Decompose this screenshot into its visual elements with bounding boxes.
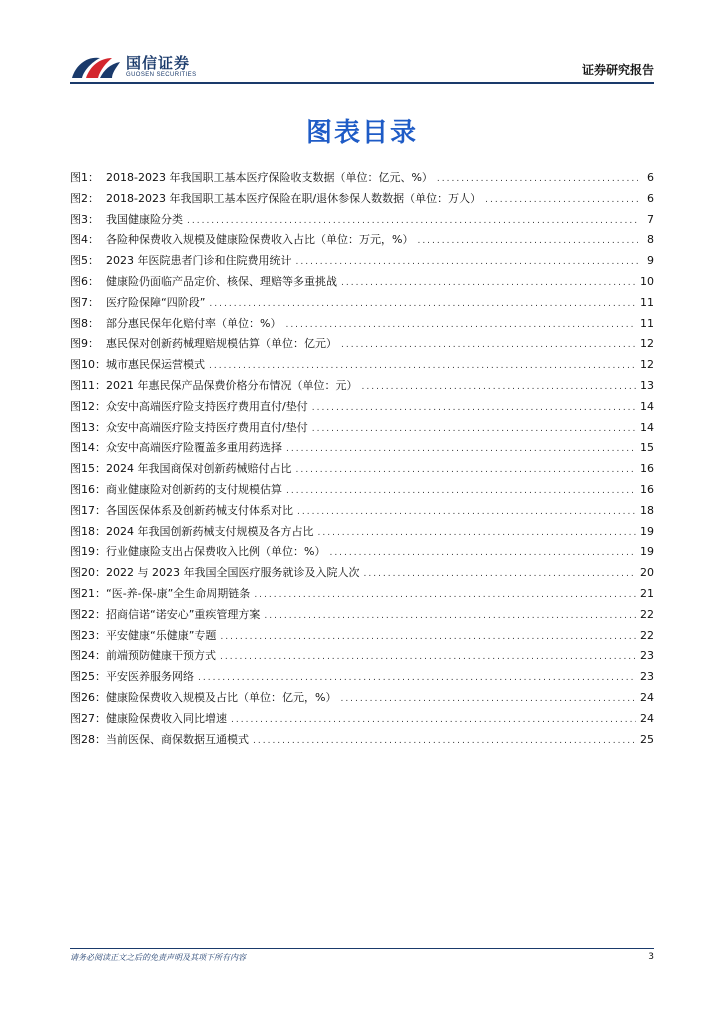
figure-number: 图17： xyxy=(70,503,106,517)
figure-number: 图7： xyxy=(70,295,99,309)
dot-leader xyxy=(312,419,636,440)
figure-page-number: 7 xyxy=(647,212,654,226)
dot-leader xyxy=(187,211,638,232)
figure-list xyxy=(70,168,654,750)
figure-page-number: 9 xyxy=(647,254,654,268)
report-type-label: 证券研究报告 xyxy=(581,63,654,77)
figure-number: 图8： xyxy=(70,316,99,330)
figure-title: 惠民保对创新药械理赔规模估算（单位：亿元） xyxy=(106,337,337,351)
figure-title: 2022 与 2023 年我国全国医疗服务就诊及入院人次 xyxy=(106,566,360,580)
figure-number: 图23： xyxy=(70,628,106,642)
figure-title: “医-养-保-康”全生命周期链条 xyxy=(106,586,251,600)
toc-entry[interactable] xyxy=(70,376,654,397)
toc-entry[interactable] xyxy=(70,501,654,522)
figure-title: 招商信诺“诺安心”重疾管理方案 xyxy=(106,607,261,621)
dot-leader xyxy=(363,564,636,585)
figure-title: 2018-2023 年我国职工基本医疗保险在职/退休参保人数数据（单位：万人） xyxy=(106,191,482,205)
toc-entry[interactable] xyxy=(70,730,654,751)
dot-leader xyxy=(286,481,636,502)
figure-number: 图15： xyxy=(70,462,106,476)
figure-title: 城市惠民保运营模式 xyxy=(106,358,205,372)
toc-entry[interactable] xyxy=(70,542,654,563)
figure-title: 健康险保费收入规模及占比（单位：亿元，%） xyxy=(106,690,337,704)
toc-entry[interactable] xyxy=(70,272,654,293)
figure-number: 图5： xyxy=(70,254,99,268)
dot-leader xyxy=(362,377,637,398)
figure-title: 我国健康险分类 xyxy=(106,212,183,226)
figure-number: 图2： xyxy=(70,191,99,205)
dot-leader xyxy=(254,585,636,606)
page-title: 图表目录 xyxy=(305,118,418,148)
figure-page-number: 24 xyxy=(640,711,654,725)
figure-page-number: 15 xyxy=(640,441,654,455)
figure-title: 健康险保费收入同比增速 xyxy=(106,711,227,725)
figure-number: 图22： xyxy=(70,607,106,621)
figure-page-number: 14 xyxy=(640,420,654,434)
figure-number: 图20： xyxy=(70,566,106,580)
toc-entry[interactable] xyxy=(70,189,654,210)
figure-title: 2021 年惠民保产品保费价格分布情况（单位：元） xyxy=(106,378,358,392)
figure-title: 2024 年我国商保对创新药械赔付占比 xyxy=(106,462,292,476)
dot-leader xyxy=(286,439,636,460)
toc-entry[interactable] xyxy=(70,397,654,418)
toc-entry[interactable] xyxy=(70,480,654,501)
figure-number: 图3： xyxy=(70,212,99,226)
figure-number: 图18： xyxy=(70,524,106,538)
figure-number: 图14： xyxy=(70,441,106,455)
figure-page-number: 23 xyxy=(640,670,654,684)
toc-entry[interactable] xyxy=(70,563,654,584)
figure-title: 部分惠民保年化赔付率（单位：%） xyxy=(106,316,282,330)
dot-leader xyxy=(329,543,636,564)
toc-entry[interactable] xyxy=(70,334,654,355)
figure-page-number: 6 xyxy=(647,191,654,205)
figure-page-number: 11 xyxy=(640,295,654,309)
figure-page-number: 22 xyxy=(640,628,654,642)
figure-title: 平安医养服务网络 xyxy=(106,670,194,684)
toc-entry[interactable] xyxy=(70,314,654,335)
dot-leader xyxy=(297,502,636,523)
figure-title: 众安中高端医疗险覆盖多重用药选择 xyxy=(106,441,282,455)
figure-number: 图27： xyxy=(70,711,106,725)
figure-number: 图25： xyxy=(70,670,106,684)
dot-leader xyxy=(296,460,637,481)
dot-leader xyxy=(220,627,636,648)
figure-title: 2018-2023 年我国职工基本医疗保险收支数据（单位：亿元、%） xyxy=(106,171,433,184)
figure-page-number: 19 xyxy=(640,545,654,559)
toc-entry[interactable] xyxy=(70,584,654,605)
figure-number: 图16： xyxy=(70,482,106,496)
figure-title: 众安中高端医疗险支持医疗费用直付/垫付 xyxy=(106,399,308,413)
toc-entry[interactable] xyxy=(70,522,654,543)
page-header xyxy=(0,0,724,90)
dot-leader xyxy=(253,731,636,752)
guosen-logo-icon xyxy=(70,50,122,82)
figure-number: 图13： xyxy=(70,420,106,434)
figure-title: 商业健康险对创新药的支付规模估算 xyxy=(106,482,282,496)
toc-entry[interactable] xyxy=(70,210,654,231)
dot-leader xyxy=(231,710,636,731)
figure-number: 图21： xyxy=(70,586,106,600)
figure-page-number: 21 xyxy=(640,586,654,600)
figure-title: 前端预防健康干预方式 xyxy=(106,649,216,663)
figure-title: 2024 年我国创新药械支付规模及各方占比 xyxy=(106,524,314,538)
figure-page-number: 13 xyxy=(640,378,654,392)
dot-leader xyxy=(340,689,636,710)
figure-page-number: 8 xyxy=(647,233,654,247)
toc-entry[interactable] xyxy=(70,251,654,272)
toc-entry[interactable] xyxy=(70,667,654,688)
figure-page-number: 16 xyxy=(640,462,654,476)
figure-page-number: 25 xyxy=(640,732,654,746)
dot-leader xyxy=(485,190,638,211)
toc-entry[interactable] xyxy=(70,230,654,251)
figure-number: 图24： xyxy=(70,649,106,663)
dot-leader xyxy=(220,647,636,668)
figure-title: 行业健康险支出占保费收入比例（单位：%） xyxy=(106,545,326,559)
figure-page-number: 11 xyxy=(640,316,654,330)
toc-entry[interactable] xyxy=(70,626,654,647)
figure-page-number: 18 xyxy=(640,503,654,517)
toc-entry[interactable] xyxy=(70,688,654,709)
figure-page-number: 12 xyxy=(640,358,654,372)
figure-number: 图26： xyxy=(70,690,106,704)
company-logo xyxy=(70,50,210,86)
figure-page-number: 14 xyxy=(640,399,654,413)
toc-entry[interactable] xyxy=(70,646,654,667)
figure-number: 图4： xyxy=(70,233,99,247)
figure-page-number: 16 xyxy=(640,482,654,496)
dot-leader xyxy=(264,606,636,627)
figure-title: 众安中高端医疗险支持医疗费用直付/垫付 xyxy=(106,420,308,434)
dot-leader xyxy=(296,252,639,273)
footer-disclaimer: 请务必阅读正文之后的免责声明及其项下所有内容 xyxy=(70,953,246,962)
figure-number: 图10： xyxy=(70,358,106,372)
figure-number: 图6： xyxy=(70,274,99,288)
toc-entry[interactable] xyxy=(70,168,654,189)
logo-english-name: GUOSEN SECURITIES xyxy=(126,72,197,78)
dot-leader xyxy=(209,356,636,377)
figure-title: 各险种保费收入规模及健康险保费收入占比（单位：万元，%） xyxy=(106,233,414,247)
dot-leader xyxy=(209,294,636,315)
header-divider xyxy=(70,82,654,84)
figure-page-number: 19 xyxy=(640,524,654,538)
page-number: 3 xyxy=(648,952,654,962)
dot-leader xyxy=(341,273,636,294)
figure-title: 各国医保体系及创新药械支付体系对比 xyxy=(106,503,293,517)
dot-leader xyxy=(285,315,636,336)
figure-title: 平安健康“乐健康”专题 xyxy=(106,628,217,642)
toc-entry[interactable] xyxy=(70,709,654,730)
figure-number: 图1： xyxy=(70,171,99,184)
toc-entry[interactable] xyxy=(70,459,654,480)
toc-entry[interactable] xyxy=(70,355,654,376)
dot-leader xyxy=(341,335,636,356)
dot-leader xyxy=(198,668,636,689)
figure-page-number: 22 xyxy=(640,607,654,621)
footer-divider xyxy=(70,948,654,949)
figure-title: 医疗险保障“四阶段” xyxy=(106,295,206,309)
figure-title: 健康险仍面临产品定价、核保、理赔等多重挑战 xyxy=(106,274,337,288)
figure-number: 图28： xyxy=(70,732,106,746)
toc-entry[interactable] xyxy=(70,418,654,439)
dot-leader xyxy=(312,398,636,419)
figure-title: 当前医保、商保数据互通模式 xyxy=(106,732,249,746)
figure-page-number: 6 xyxy=(647,171,654,184)
figure-page-number: 10 xyxy=(640,274,654,288)
toc-entry[interactable] xyxy=(70,605,654,626)
logo-chinese-name: 国信证券 xyxy=(126,54,191,72)
figure-page-number: 23 xyxy=(640,649,654,663)
figure-number: 图11： xyxy=(70,378,106,392)
toc-entry[interactable] xyxy=(70,293,654,314)
figure-title: 2023 年医院患者门诊和住院费用统计 xyxy=(106,254,292,268)
dot-leader xyxy=(417,231,638,252)
figure-page-number: 12 xyxy=(640,337,654,351)
figure-number: 图19： xyxy=(70,545,106,559)
figure-number: 图9： xyxy=(70,337,99,351)
toc-entry[interactable] xyxy=(70,438,654,459)
figure-page-number: 20 xyxy=(640,566,654,580)
dot-leader xyxy=(437,169,638,190)
dot-leader xyxy=(318,523,637,544)
figure-number: 图12： xyxy=(70,399,106,413)
figure-page-number: 24 xyxy=(640,690,654,704)
